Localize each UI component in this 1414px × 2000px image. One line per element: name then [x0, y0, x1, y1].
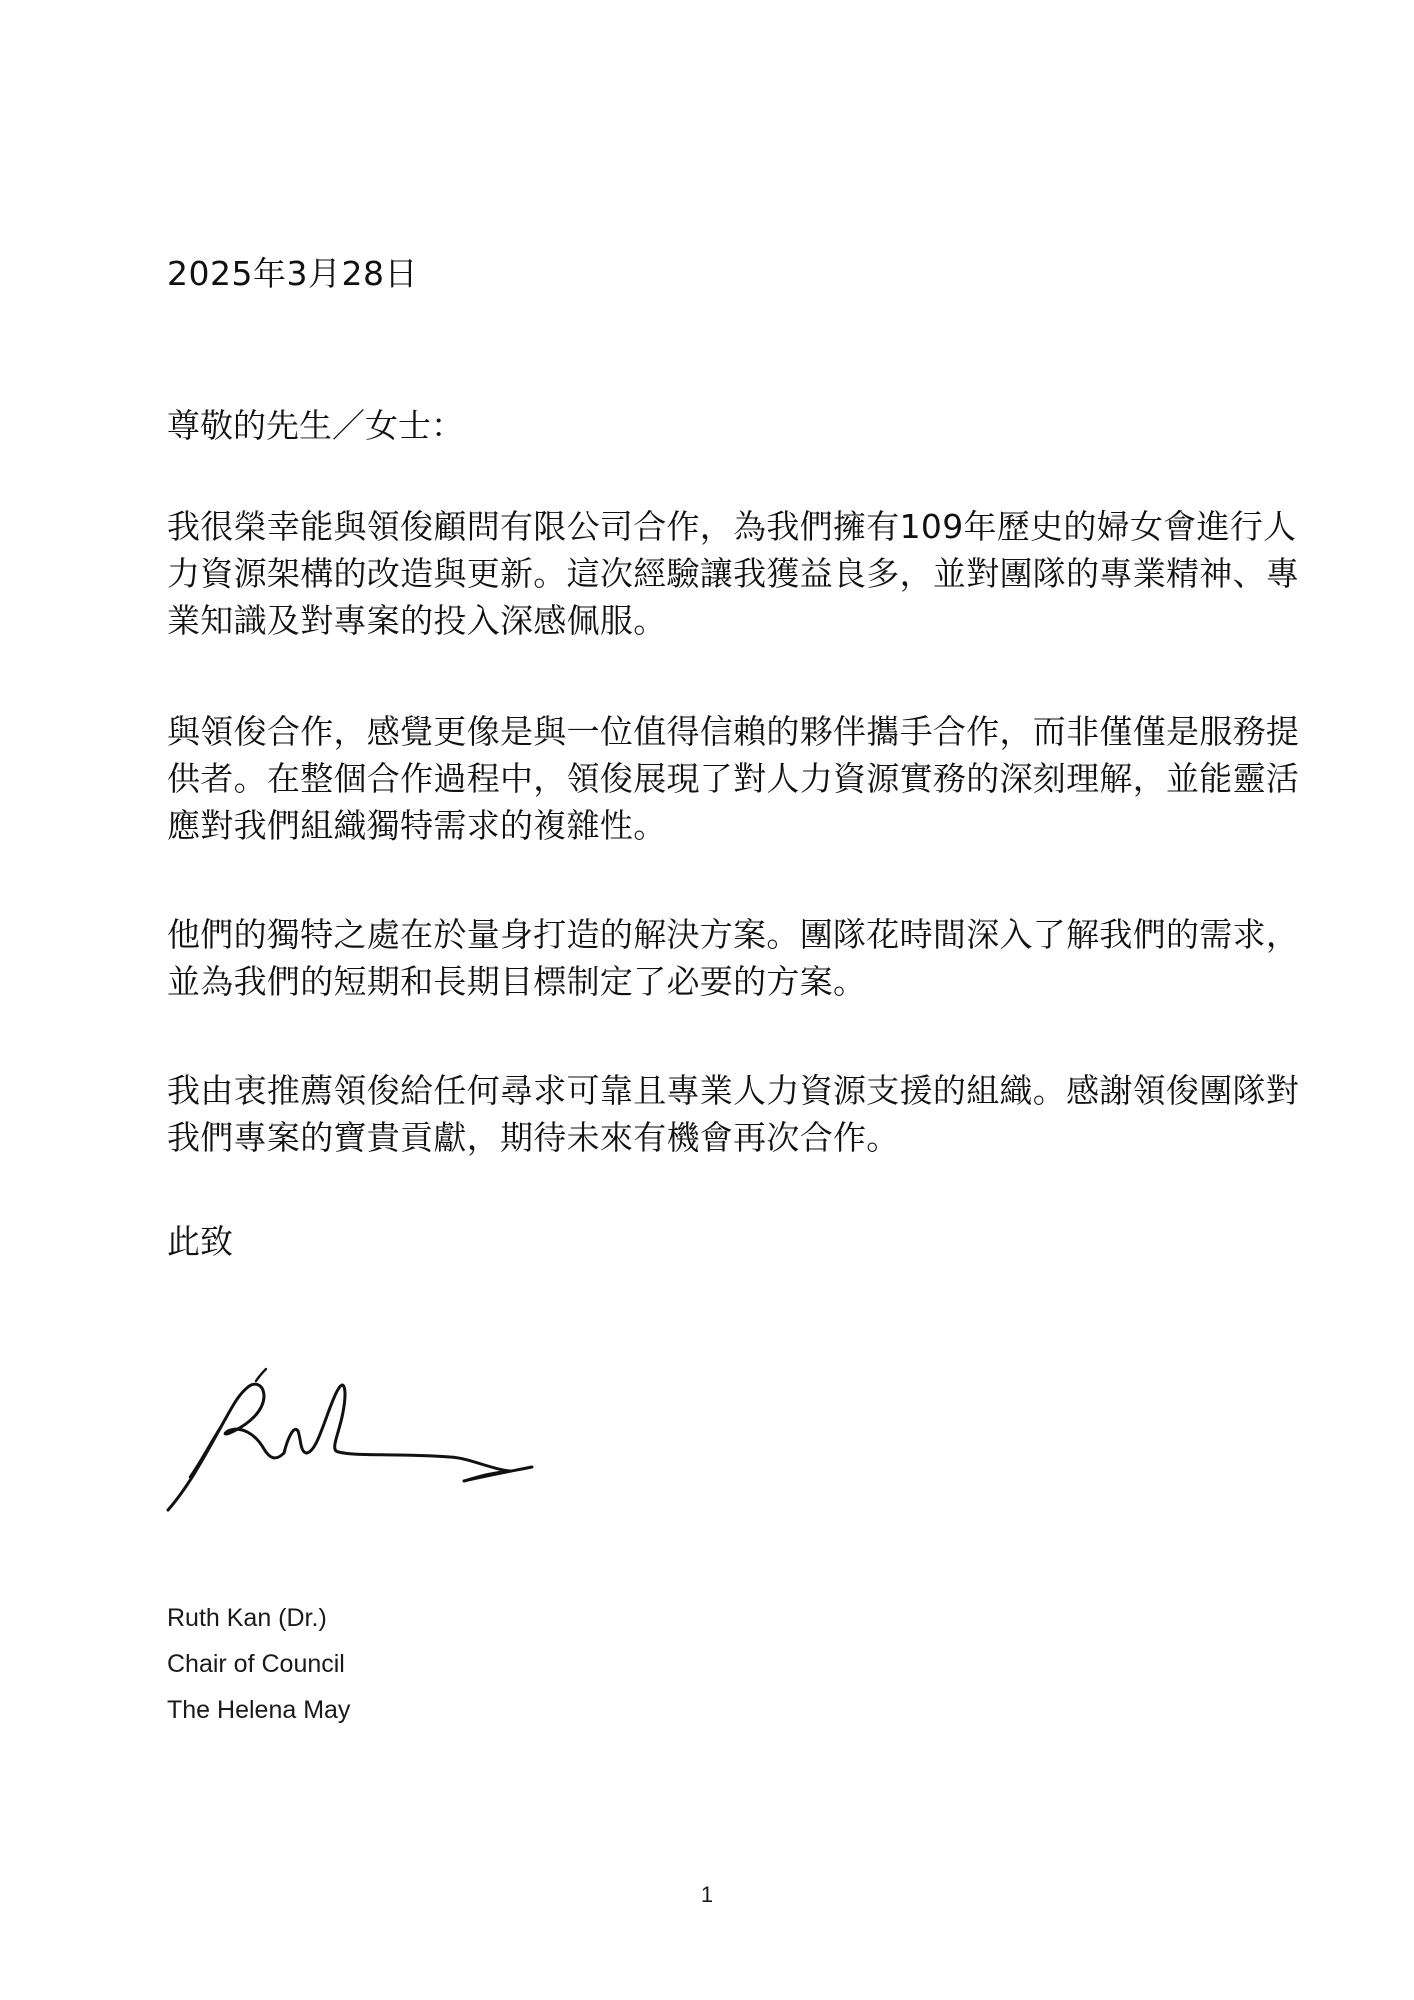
- letter-closing: 此致: [167, 1222, 233, 1261]
- letter-salutation: 尊敬的先生／女士：: [167, 406, 464, 445]
- signer-organization: The Helena May: [167, 1696, 351, 1724]
- signer-name: Ruth Kan (Dr.): [167, 1604, 327, 1632]
- letter-date: 2025年3月28日: [167, 254, 418, 293]
- signer-block: [167, 1595, 350, 1733]
- signer-title: Chair of Council: [167, 1650, 345, 1678]
- signature-drawing: [160, 1365, 550, 1515]
- page-number: 1: [700, 1882, 714, 1907]
- body-paragraph-3: 他們的獨特之處在於量身打造的解決方案。團隊花時間深入了解我們的需求，並為我們的短期和長期目標制定了必要的方案。: [167, 915, 1300, 1001]
- body-paragraph-4: 我由衷推薦領俊給任何尋求可靠且專業人力資源支援的組織。感謝領俊團隊對我們專案的寶貴貢獻，期待未來有機會再次合作。: [167, 1071, 1300, 1157]
- body-paragraph-2: 與領俊合作，感覺更像是與一位值得信賴的夥伴攜手合作，而非僅僅是服務提供者。在整個合作過程中，領俊展現了對人力資源實務的深刻理解，並能靈活應對我們組織獨特需求的複雜性。: [167, 712, 1300, 845]
- body-paragraph-1: 我很榮幸能與領俊顧問有限公司合作，為我們擁有109年歷史的婦女會進行人力資源架構的改造與更新。這次經驗讓我獲益良多，並對團隊的專業精神、專業知識及對專案的投入深感佩服。: [167, 507, 1300, 640]
- handwritten-signature: [160, 1365, 550, 1515]
